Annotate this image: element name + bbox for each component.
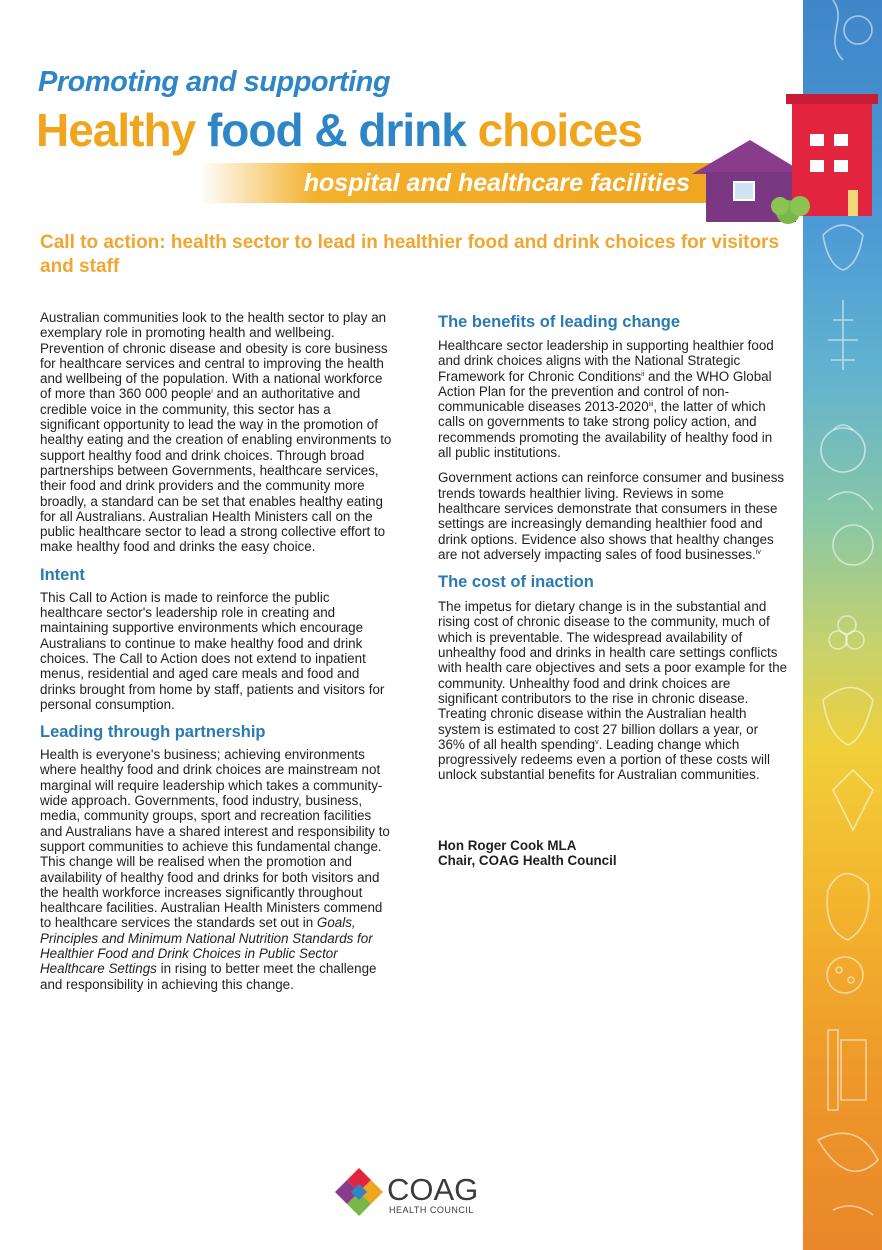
right-column xyxy=(438,312,788,868)
intro-text: Australian communities look to the health sector to play an exemplary role in promoting health and wellbeing. Prevention of chronic disease and obesity is core business for healthcare services and central to improving the health and wellbeing of the population. With a national workforce of more than 360 000 people xyxy=(40,310,388,402)
footnote-ref: ii xyxy=(641,370,645,378)
logo-subtitle: HEALTH COUNCIL xyxy=(389,1205,474,1215)
footnote-ref: v xyxy=(595,738,599,746)
partnership-heading: Leading through partnership xyxy=(40,723,266,742)
benefits-text-c: , the latter of which calls on governments to take strong policy action, and recommends promoting the availability of healthy food in all public institutions. xyxy=(438,399,773,461)
standards-title: Goals, Principles and Minimum National Nutrition Standards for Healthier Food and Drink Choices in Public Sector Healthcare Settings xyxy=(40,915,373,977)
benefits-heading: The benefits of leading change xyxy=(438,313,681,331)
footnote-ref: iii xyxy=(648,401,654,409)
intro-text-cont: and an authoritative and credible voice in the community, this sector has a significant opportunity to lead the way in the promotion of healthy eating and the creation of enabling environments to support healthy food and drink choices. Through broad partnerships between Governments, healthcare services, their food and drink providers and the community more broadly, a standard can be set that enables healthy eating for all Australians. Australian Health Ministers call on the public healthcare sector to lead a strong collective effort to make healthy food and drinks the easy choice. xyxy=(40,386,392,555)
title-part-healthy: Healthy xyxy=(36,104,207,156)
left-column xyxy=(40,310,392,992)
intent-paragraph: This Call to Action is made to reinforce the public healthcare sector's leadership role in creating and maintaining supportive environments which encourage Australians to continue to make healthy food and drink choices. The Call to Action does not extend to inpatient menus, residential and aged care meals and food and drinks brought from home by staff, patients and visitors for personal consumption. xyxy=(40,589,385,712)
coag-logo xyxy=(333,1166,503,1218)
cost-heading: The cost of inaction xyxy=(438,573,594,592)
title-part-choices: choices xyxy=(477,104,642,156)
header-kicker: Promoting and supporting xyxy=(38,66,391,98)
intro-paragraph xyxy=(40,310,392,555)
benefits-text-b: and the WHO Global Action Plan for the prevention and control of non-communicable diseases 2013-2020 xyxy=(438,368,772,415)
title-part-food-drink: food & drink xyxy=(206,104,478,156)
house-illustration-icon xyxy=(688,94,882,224)
page-title xyxy=(36,103,642,157)
cost-text-b: . Leading change which progressively redeems even a portion of these costs will unlock substantial benefits for Australian communities. xyxy=(438,736,770,783)
partnership-text-end: in rising to better meet the challenge and responsibility in achieving this change. xyxy=(40,961,377,992)
header-banner xyxy=(200,163,720,203)
signatory-name: Hon Roger Cook MLA xyxy=(438,837,577,853)
signatory-title: Chair, COAG Health Council xyxy=(438,853,617,869)
intent-heading: Intent xyxy=(40,565,85,584)
coag-diamond-icon xyxy=(333,1166,385,1218)
partnership-paragraph xyxy=(40,747,392,992)
call-to-action-heading: Call to action: health sector to lead in healthier food and drink choices for visitors and staff xyxy=(40,232,780,277)
logo-name: COAG xyxy=(387,1172,479,1207)
benefits-text-a: Healthcare sector leadership in supporting healthier food and drink choices aligns with the National Strategic Framework for Chronic Conditions xyxy=(438,338,774,384)
cost-paragraph xyxy=(438,599,788,783)
benefits-text-2: Government actions can reinforce consumer and business trends towards healthier living. Reviews in some healthcare services demonstrate that consumers in these settings are increasingly demanding healthier food and drink options. Evidence also shows that healthy changes are not adversely impacting sales of food businesses. xyxy=(438,470,785,562)
partnership-text: Health is everyone's business; achieving environments where healthy food and drink choices are mainstream not marginal will require leadership which takes a community-wide approach. Governments, food industry, business, media, community groups, sport and recreation facilities and Australians have a shared interest and responsibility to support communities to achieve this fundamental change. This change will be realised when the promotion and availability of healthy food and drinks for both visitors and the health workforce increases significantly throughout healthcare facilities. Australian Health Ministers commend to healthcare services the standards set out in xyxy=(40,747,390,931)
footnote-ref: i xyxy=(211,388,213,396)
footnote-ref: iv xyxy=(755,548,761,556)
banner-text: hospital and healthcare facilities xyxy=(303,169,690,197)
cost-text-a: The impetus for dietary change is in the substantial and rising cost of chronic disease to the community, much of which is preventable. The widespread availability of unhealthy food and drinks in health care settings conflicts with health care objectives and sets a poor example for the community. Unhealthy food and drink choices are significant contributors to the rise in chronic disease. Treating chronic disease within the Australian health system is estimated to cost 27 billion dollars a year, or 36% of all health spending xyxy=(438,599,788,752)
benefits-paragraph-2 xyxy=(438,470,788,562)
benefits-paragraph-1 xyxy=(438,338,788,460)
